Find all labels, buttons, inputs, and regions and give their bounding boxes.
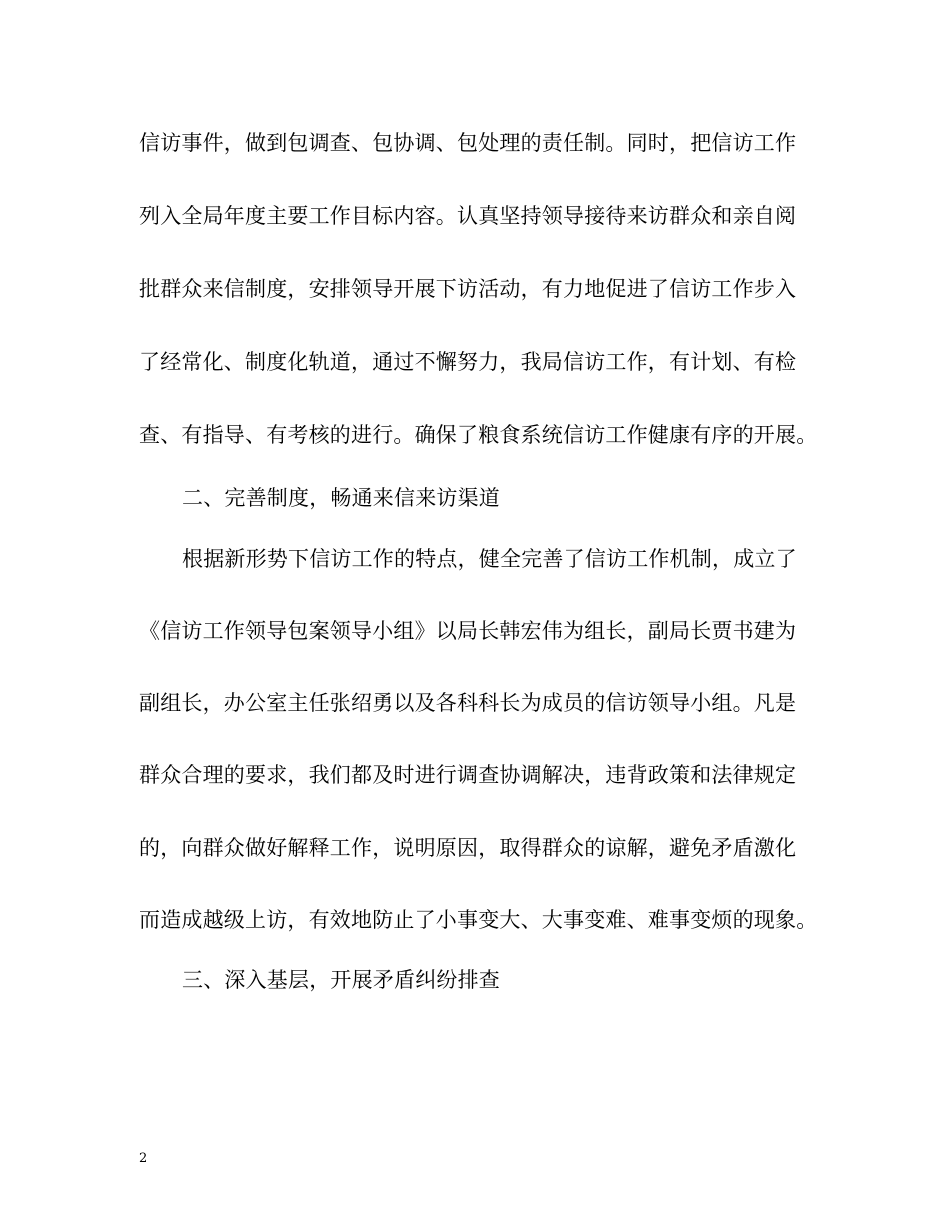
body-text-line: 查、有指导、有考核的进行。确保了粮食系统信访工作健康有序的开展。 [139, 423, 818, 447]
section-heading: 三、深入基层，开展矛盾纠纷排查 [182, 968, 500, 992]
page-number: 2 [139, 1151, 148, 1166]
body-text-line: 了经常化、制度化轨道，通过不懈努力，我局信访工作，有计划、有检 [139, 350, 797, 374]
body-text-line: 的，向群众做好解释工作，说明原因，取得群众的谅解，避免矛盾激化 [139, 836, 797, 860]
section-heading: 二、完善制度，畅通来信来访渠道 [182, 486, 500, 510]
body-text-line: 批群众来信制度，安排领导开展下访活动，有力地促进了信访工作步入 [139, 277, 797, 301]
body-text-line: 信访事件，做到包调查、包协调、包处理的责任制。同时，把信访工作 [139, 131, 797, 155]
body-text-line: 列入全局年度主要工作目标内容。认真坚持领导接待来访群众和亲自阅 [139, 204, 797, 228]
body-text-line: 群众合理的要求，我们都及时进行调查协调解决，违背政策和法律规定 [139, 763, 797, 787]
body-text-line: 而造成越级上访，有效地防止了小事变大、大事变难、难事变烦的现象。 [139, 908, 818, 932]
body-text-line: 《信访工作领导包案领导小组》以局长韩宏伟为组长，副局长贾书建为 [139, 619, 797, 643]
body-text-line: 根据新形势下信访工作的特点，健全完善了信访工作机制，成立了 [182, 547, 797, 571]
body-text-line: 副组长，办公室主任张绍勇以及各科科长为成员的信访领导小组。凡是 [139, 691, 797, 715]
